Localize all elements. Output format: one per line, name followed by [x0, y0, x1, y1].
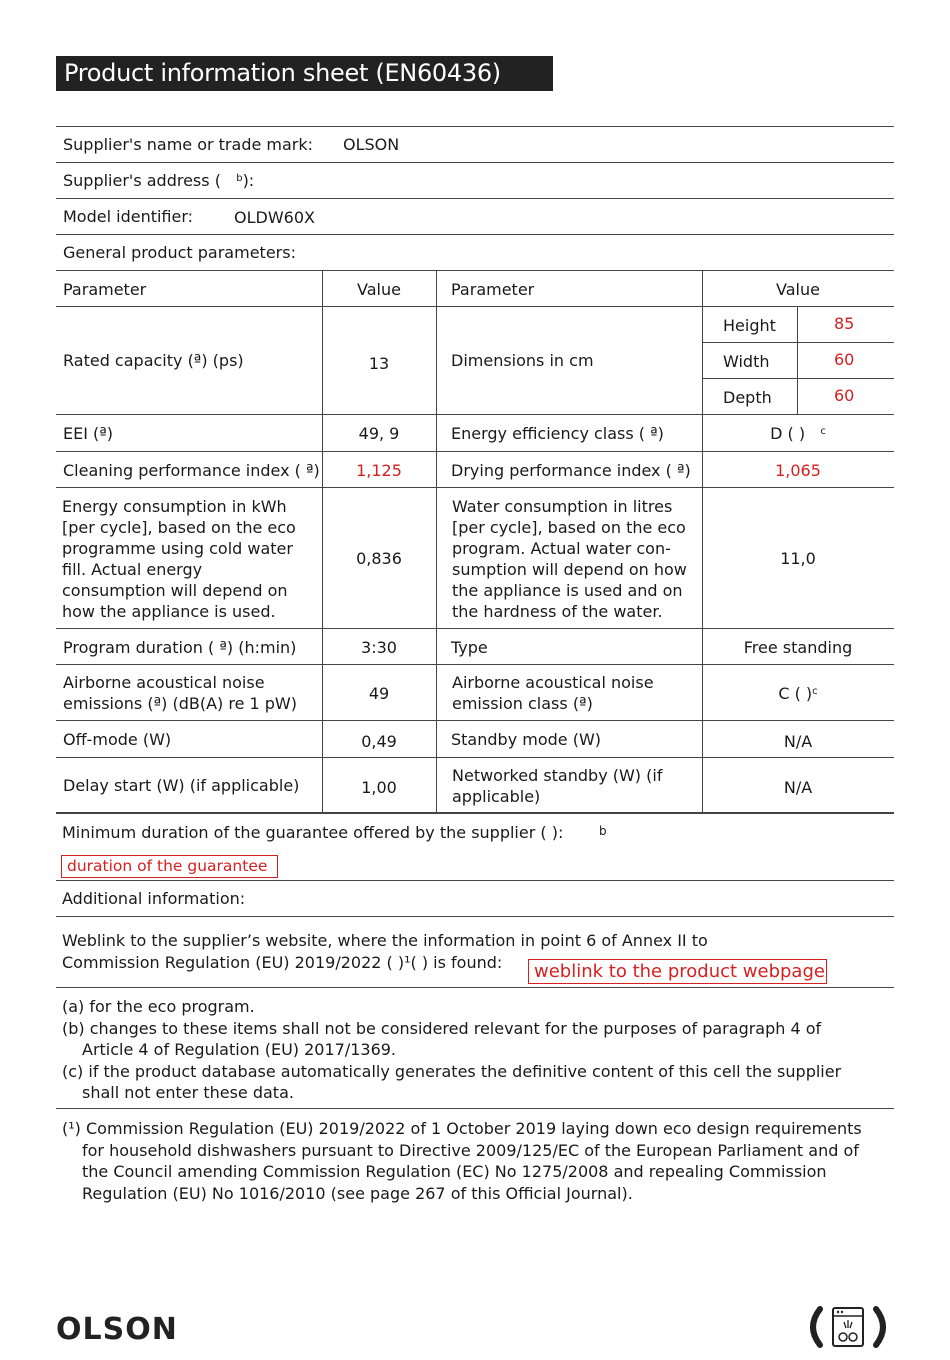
weblink-text-line1: Weblink to the supplier’s website, where the information in point 6 of Annex II to: [62, 931, 708, 950]
noise-class-label: Airborne acoustical noise emission class (ª): [452, 673, 654, 713]
dimensions-label: Dimensions in cm: [451, 351, 594, 370]
weblink-placeholder: weblink to the product webpage: [528, 959, 827, 984]
water-consumption-value: 11,0: [780, 549, 816, 568]
off-mode-label: Off-mode (W): [63, 729, 172, 749]
networked-standby-value: N/A: [783, 778, 813, 797]
note-c-line2: shall not enter these data.: [82, 1083, 294, 1102]
cleaning-index-label: Cleaning performance index ( ª): [63, 460, 320, 480]
page-title: Product information sheet (EN60436): [56, 56, 553, 91]
additional-info-row: [56, 880, 894, 916]
type-value: Free standing: [743, 637, 853, 657]
header-value-2: Value: [776, 279, 820, 299]
noise-emissions-value: 49: [368, 683, 390, 703]
guarantee-label: Minimum duration of the guarantee offered by the supplier ( ):: [62, 823, 564, 842]
weblink-text-line2: Commission Regulation (EU) 2019/2022 ( )¹( ) is found:: [62, 953, 503, 972]
cleaning-index-value: 1,125: [356, 460, 402, 480]
standby-label: Standby mode (W): [451, 729, 602, 749]
supplier-address-row: [56, 162, 894, 198]
energy-consumption-value: 0,836: [356, 549, 402, 568]
footnote: [62, 1118, 862, 1204]
eei-value: 49, 9: [358, 423, 400, 443]
program-duration-label: Program duration ( ª) (h:min): [63, 637, 297, 657]
guarantee-sup: b: [599, 824, 607, 838]
dishwasher-icon: [802, 1305, 894, 1349]
parameters-table: [56, 270, 894, 813]
supplier-address-label: Supplier's address ( $^b$):: [63, 171, 255, 190]
energy-class-value: D ( ) c: [770, 423, 826, 443]
delay-start-label: Delay start (W) (if applicable): [63, 776, 300, 795]
energy-consumption-label: Energy consumption in kWh [per cycle], based on the eco programme using cold water fill. Actual energy consumption will depend on how the appliance is used.: [62, 496, 296, 621]
notes: [62, 996, 841, 1104]
drying-index-label: Drying performance index ( ª): [451, 460, 691, 480]
guarantee-row: [56, 813, 894, 880]
note-c-line1: (c) if the product database automatically generates the definitive content of this cell the supplier: [62, 1061, 842, 1081]
water-consumption-label: Water consumption in litres [per cycle], based on the eco program. Actual water con- sumption will depend on how the appliance is used and on the hardness of the water.: [452, 496, 687, 621]
off-mode-value: 0,49: [361, 731, 397, 751]
rated-capacity-value: 13: [368, 354, 390, 373]
supplier-name-label: Supplier's name or trade mark:: [63, 135, 314, 154]
header-value-1: Value: [357, 279, 401, 299]
standby-value: N/A: [783, 731, 813, 751]
depth-value: 60: [834, 385, 855, 405]
depth-label: Depth: [723, 387, 772, 407]
model-value: OLDW60X: [234, 208, 315, 227]
brand-logo: OLSON: [56, 1312, 178, 1347]
footnote-line3: the Council amending Commission Regulation (EC) No 1275/2008 and repealing Commission: [82, 1162, 827, 1181]
additional-info-label: Additional information:: [62, 889, 246, 908]
width-label: Width: [723, 351, 770, 371]
eei-label: EEI (ª): [63, 423, 114, 443]
weblink-row: [56, 916, 894, 988]
noise-emissions-label: Airborne acoustical noise emissions (ª) (dB(A) re 1 pW): [63, 673, 297, 713]
footnote-line2: for household dishwashers pursuant to Directive 2009/125/EC of the European Parliament and of: [82, 1140, 859, 1160]
rated-capacity-label: Rated capacity (ª) (ps): [63, 351, 244, 370]
supplier-name-value: OLSON: [343, 135, 400, 154]
energy-class-label: Energy efficiency class ( ª): [451, 423, 664, 443]
width-value: 60: [834, 349, 855, 369]
networked-standby-label: Networked standby (W) (if applicable): [452, 765, 663, 806]
general-parameters-label: General product parameters:: [63, 243, 296, 262]
noise-class-value: C ( ) c: [778, 683, 818, 703]
model-row: [56, 198, 894, 234]
general-parameters-row: [56, 234, 894, 270]
header-parameter-1: Parameter: [63, 279, 147, 299]
delay-start-value: 1,00: [361, 778, 397, 797]
note-b-line1: (b) changes to these items shall not be considered relevant for the purposes of paragraph 4 of: [62, 1018, 822, 1038]
footnote-line4: Regulation (EU) No 1016/2010 (see page 267 of this Official Journal).: [82, 1183, 633, 1203]
drying-index-value: 1,065: [775, 460, 821, 480]
model-label: Model identifier:: [63, 207, 194, 226]
footnote-line1: (¹) Commission Regulation (EU) 2019/2022 of 1 October 2019 laying down eco design requirements: [62, 1119, 862, 1138]
note-a: (a) for the eco program.: [62, 997, 255, 1016]
type-label: Type: [451, 637, 488, 657]
header-parameter-2: Parameter: [451, 279, 535, 299]
program-duration-value: 3:30: [361, 637, 397, 657]
height-value: 85: [834, 313, 855, 333]
height-label: Height: [723, 315, 776, 335]
note-b-line2: Article 4 of Regulation (EU) 2017/1369.: [82, 1040, 397, 1059]
supplier-name-row: [56, 126, 894, 162]
guarantee-placeholder: duration of the guarantee: [61, 855, 278, 878]
